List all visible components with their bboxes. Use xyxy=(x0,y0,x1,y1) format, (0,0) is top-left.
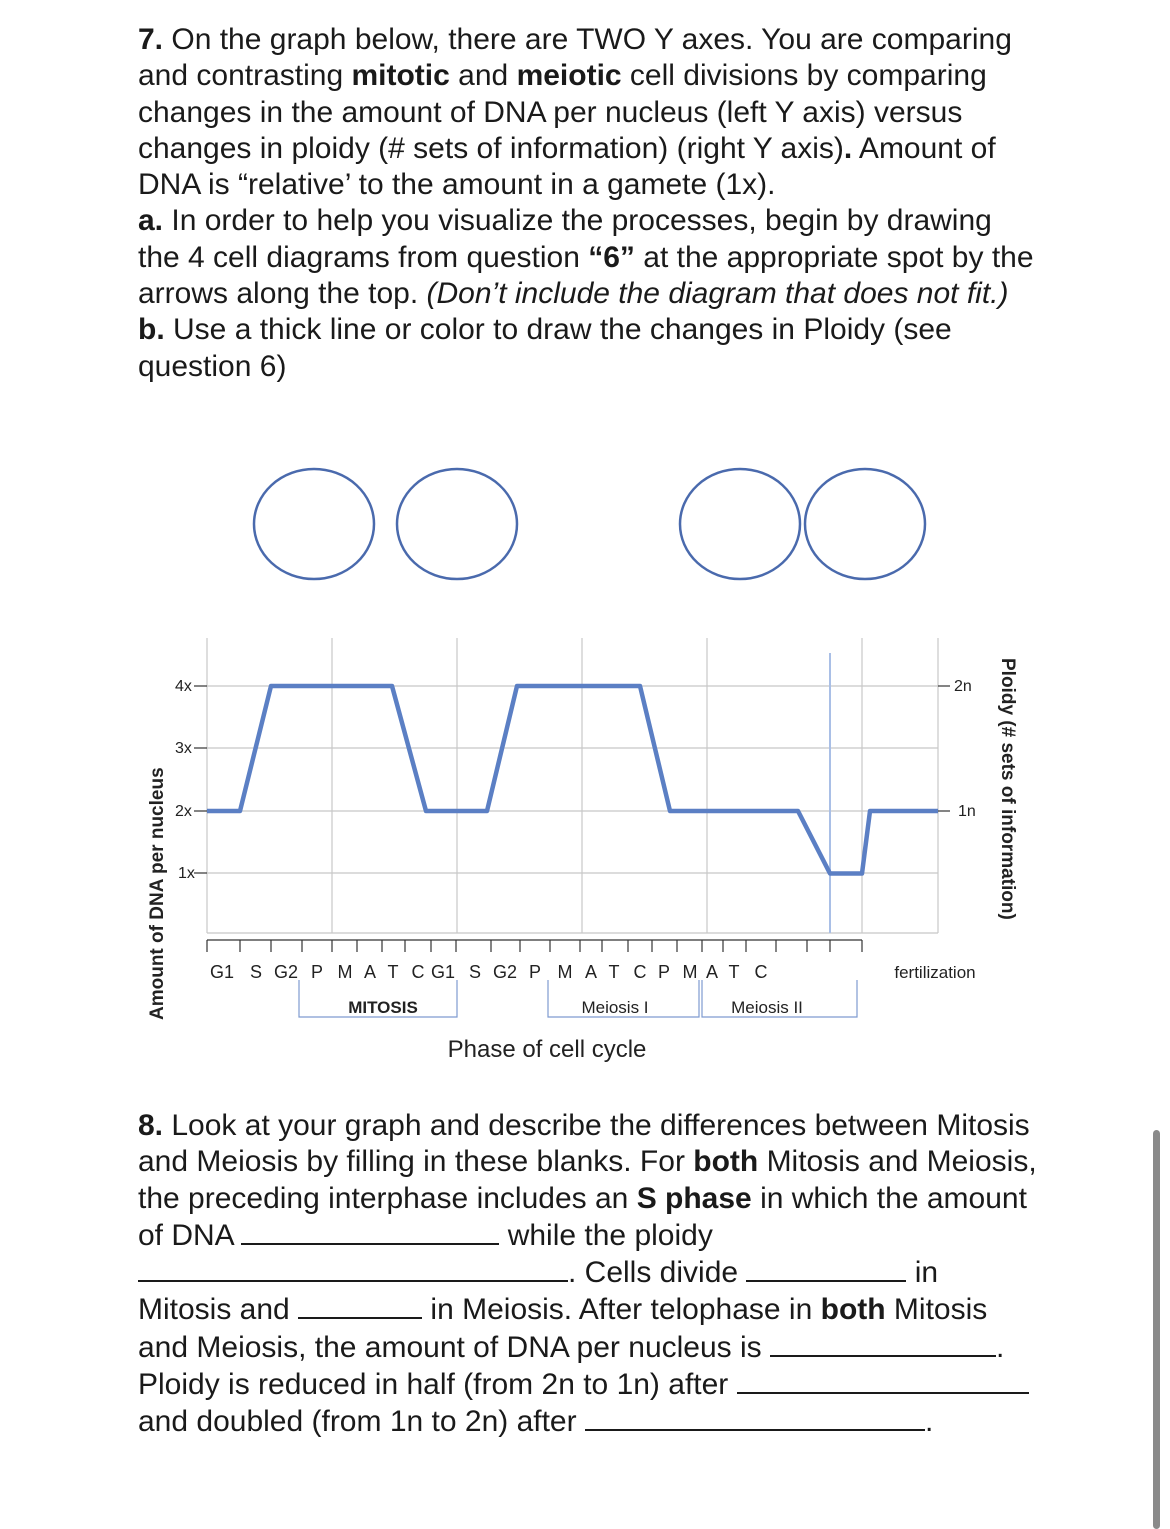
cell-circle-3[interactable] xyxy=(680,469,800,579)
phase-label-10: G2 xyxy=(492,962,518,982)
y-tick-4x: 4x xyxy=(175,678,192,695)
question-7 xyxy=(138,22,1038,385)
phase-label-17: M xyxy=(682,962,698,982)
cell-circle-1[interactable] xyxy=(254,469,374,579)
blank-ploidy-change[interactable] xyxy=(138,1254,568,1282)
cell-diagram-circles xyxy=(254,469,925,579)
question-7-intro: 7. On the graph below, there are TWO Y axes. You are comparing and contrasting mitotic and meiotic cell divisions by comparing changes in the amount of DNA per nucleus (left Y axis) versus changes in ploidy (# sets of information) (right Y axis). Amount of DNA is “relative’ to the amount in a gamete (1x). xyxy=(138,23,1012,202)
phase-label-6: T xyxy=(387,962,399,982)
group-label-mitosis: MITOSIS xyxy=(348,998,418,1017)
blank-dna-change[interactable] xyxy=(241,1217,499,1245)
phase-label-18: A xyxy=(705,962,719,982)
x-axis-title: Phase of cell cycle xyxy=(447,1036,647,1063)
blank-meiosis-divisions[interactable] xyxy=(298,1291,422,1319)
phase-label-12: M xyxy=(557,962,573,982)
mitotic-term: mitotic xyxy=(351,59,450,93)
question-8-text: 8. Look at your graph and describe the differences between Mitosis and Meiosis by filling in these blanks. For both Mitosis and Meiosis, the preceding interphase includes an S phase in which the amount of DNA while the ploidy . Cells divide in Mitosis and in Meiosis. After telophase in both Mitosis and Meiosis, the amount of DNA per nucleus is . Ploidy is reduced in half (from 2n to 1n) after and doubled (from 1n to 2n) after . xyxy=(138,1109,1037,1439)
cell-circle-2[interactable] xyxy=(397,469,517,579)
dna-ploidy-graph xyxy=(0,455,1170,1095)
phase-labels xyxy=(210,962,976,982)
scrollbar[interactable] xyxy=(1153,1130,1160,1529)
blank-ploidy-doubled-after[interactable] xyxy=(585,1403,925,1431)
dna-amount-line xyxy=(207,686,938,874)
phase-label-5: A xyxy=(363,962,377,982)
group-label-meiosis-ii: Meiosis II xyxy=(731,998,803,1017)
y-tick-3x: 3x xyxy=(175,740,192,757)
phase-label-2: G2 xyxy=(273,962,299,982)
y2-tick-2n: 2n xyxy=(954,678,972,695)
phase-label-9: S xyxy=(468,962,482,982)
question-8 xyxy=(138,1108,1038,1441)
blank-dna-after-telophase[interactable] xyxy=(770,1329,996,1357)
question-7-number: 7. xyxy=(138,23,164,56)
phase-label-20: C xyxy=(754,962,768,982)
y-tick-1x: 1x xyxy=(178,865,195,882)
right-axis-title: Ploidy (# sets of information) xyxy=(997,658,1018,920)
phase-label-11: P xyxy=(528,962,542,982)
blank-mitosis-divisions[interactable] xyxy=(746,1254,906,1282)
phase-label-1: S xyxy=(249,962,263,982)
phase-label-13: A xyxy=(584,962,598,982)
phase-label-21: fertilization xyxy=(894,963,976,982)
group-label-meiosis-i: Meiosis I xyxy=(581,998,649,1017)
phase-label-15: C xyxy=(633,962,647,982)
phase-label-19: T xyxy=(728,962,740,982)
grid xyxy=(207,638,938,933)
y-tick-marks xyxy=(194,686,950,873)
question-8-number: 8. xyxy=(138,1109,164,1142)
question-7a: a. In order to help you visualize the processes, begin by drawing the 4 cell diagrams from question “6” at the appropriate spot by the arrows along the top. (Don’t include the diagram that does not fit.) xyxy=(138,204,1034,311)
phase-label-8: G1 xyxy=(430,962,456,982)
y2-tick-1n: 1n xyxy=(958,803,976,820)
phase-label-14: T xyxy=(608,962,620,982)
phase-label-7: C xyxy=(411,962,425,982)
meiotic-term: meiotic xyxy=(516,59,622,93)
left-axis-title: Amount of DNA per nucleus xyxy=(147,767,168,1020)
question-7b: b. Use a thick line or color to draw the changes in Ploidy (see question 6) xyxy=(138,313,952,383)
phase-label-0: G1 xyxy=(209,962,235,982)
blank-ploidy-halved-after[interactable] xyxy=(737,1366,1029,1394)
phase-label-4: M xyxy=(337,962,353,982)
phase-label-3: P xyxy=(310,962,324,982)
y-tick-2x: 2x xyxy=(175,803,192,820)
x-tick-marks xyxy=(207,940,862,952)
cell-circle-4[interactable] xyxy=(805,469,925,579)
phase-label-16: P xyxy=(657,962,671,982)
